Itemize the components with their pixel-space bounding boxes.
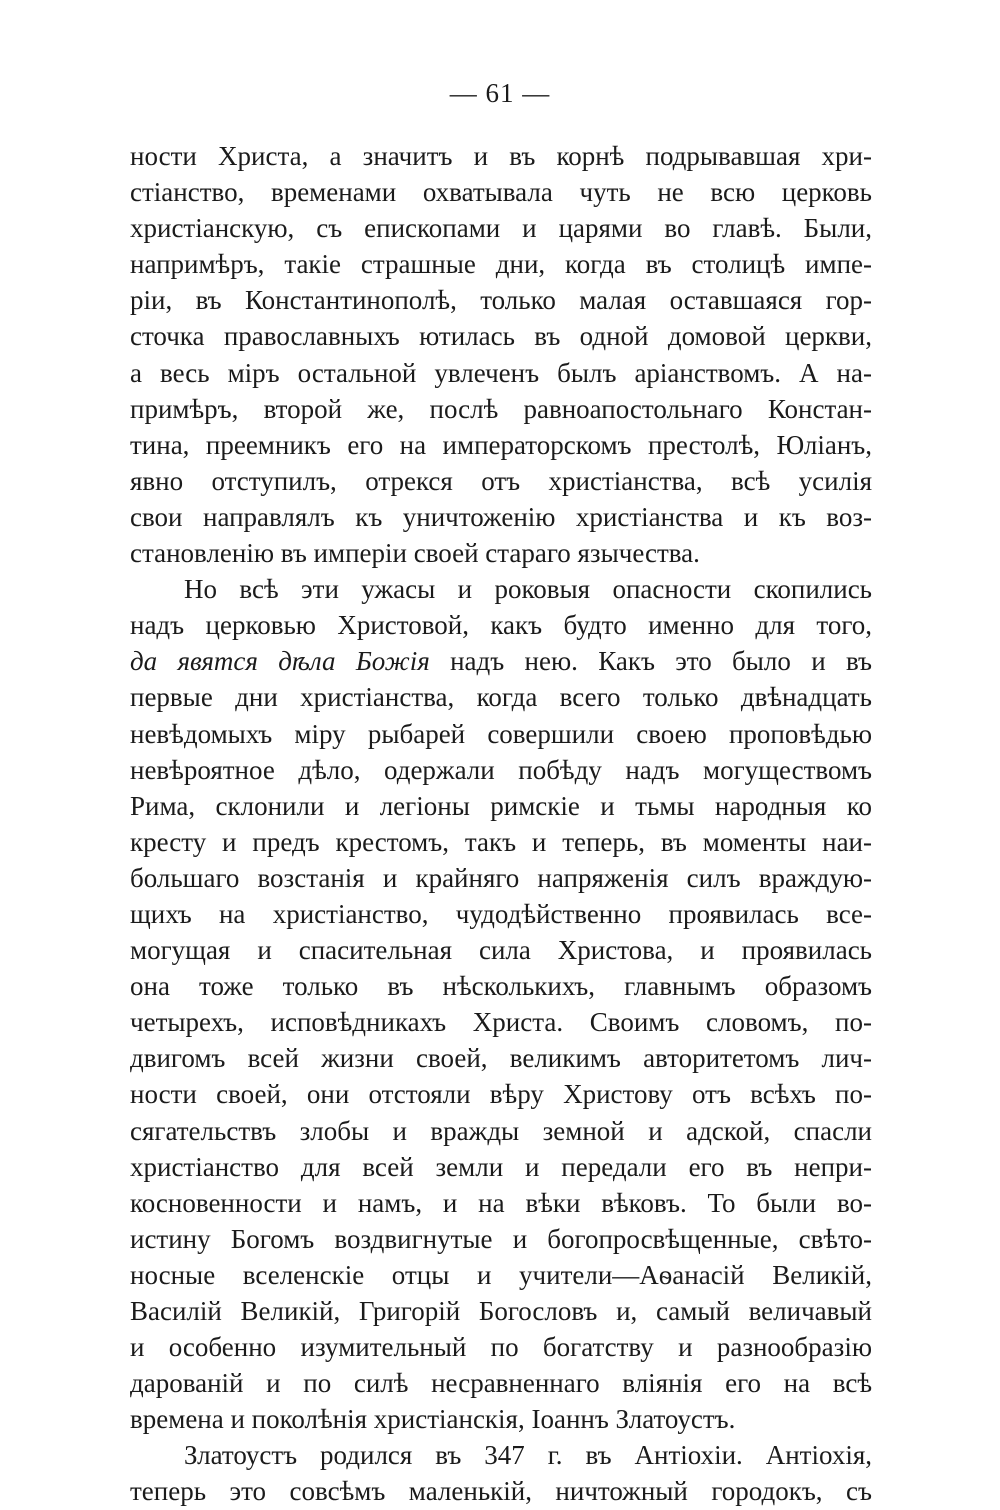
page-number: — 61 — [449, 78, 551, 108]
text-line: невѣроятное дѣло, одержали побѣду надъ могуществомъ [130, 754, 872, 785]
text-line: Но всѣ эти ужасы и роковыя опасности скопились [184, 574, 872, 605]
text-line: двигомъ всей жизни своей, великимъ авторитетомъ лич- [130, 1043, 872, 1074]
text-line: Златоустъ родился въ 347 г. въ Антіохіи. Антіохія, [184, 1440, 872, 1471]
body-text [130, 138, 872, 1510]
text-line: надъ церковью Христовой, какъ будто именно для того, [130, 610, 872, 641]
text-line: времена и поколѣнія христіанскія, Іоаннъ Златоустъ. [130, 1404, 736, 1435]
text-line: носные вселенскіе отцы и учители—Аѳанасій Великій, [130, 1259, 872, 1290]
text-line: свои направлялъ къ уничтоженію христіанства и къ воз- [130, 501, 872, 532]
text-line: сточка православныхъ ютилась въ одной домовой церкви, [130, 321, 872, 352]
text-line: тина, преемникъ его на императорскомъ престолѣ, Юліанъ, [130, 429, 872, 460]
text-line: напримѣръ, такіе страшные дни, когда въ столицѣ импе- [130, 249, 872, 280]
text-line: дарованій и по силѣ несравненнаго вліянія его на всѣ [130, 1368, 872, 1399]
text-line: косновенности и намъ, и на вѣки вѣковъ. То были во- [130, 1187, 872, 1218]
text-line: ріи, въ Константинополѣ, только малая оставшаяся гор- [130, 285, 872, 316]
text-line: и особенно изумительный по богатству и разнообразію [130, 1332, 872, 1363]
text-line: кресту и предъ крестомъ, такъ и теперь, въ моменты наи- [130, 826, 872, 857]
text-line: ности своей, они отстояли вѣру Христову отъ всѣхъ по- [130, 1079, 872, 1110]
text-line: щихъ на христіанство, чудодѣйственно проявилась все- [130, 898, 872, 929]
text-line: Василій Великій, Григорій Богословъ и, самый величавый [130, 1296, 872, 1326]
text-line: она тоже только въ нѣсколькихъ, главнымъ образомъ [130, 971, 872, 1002]
text-line: примѣръ, второй же, послѣ равноапостольнаго Констан- [130, 393, 872, 424]
text-line: большаго возстанія и крайняго напряженія силъ враждую- [130, 862, 872, 893]
text-line: невѣдомыхъ міру рыбарей совершили своею проповѣдью [130, 718, 872, 749]
text-line: становленію въ имперіи своей стараго язычества. [130, 538, 700, 569]
text-line: первые дни христіанства, когда всего только двѣнадцать [130, 682, 872, 713]
text-fragment: надъ нею. Какъ это было и въ [450, 646, 872, 677]
text-line: истину Богомъ воздвигнутые и богопросвѣщенные, свѣто- [130, 1223, 872, 1254]
scripture-quote: да явятся дѣла Божія [130, 646, 430, 677]
text-line: четырехъ, исповѣдникахъ Христа. Своимъ словомъ, по- [130, 1007, 872, 1038]
text-line: христіанскую, съ епископами и царями во главѣ. Были, [130, 213, 872, 244]
text-line: христіанство для всей земли и передали его въ непри- [130, 1151, 872, 1182]
text-line: Рима, склонили и легіоны римскіе и тьмы народныя ко [130, 790, 872, 821]
text-line: теперь это совсѣмъ маленькій, ничтожный городокъ, съ [130, 1476, 872, 1507]
text-line: сягательствъ злобы и вражды земной и адской, спасли [130, 1115, 872, 1146]
text-line: явно отступилъ, отрекся отъ христіанства, всѣ усилія [130, 465, 872, 496]
text-line: могущая и спасительная сила Христова, и проявилась [130, 935, 872, 966]
text-line: стіанство, временами охватывала чуть не всю церковь [130, 177, 872, 208]
text-line: ности Христа, а значитъ и въ корнѣ подрывавшая хри- [130, 141, 872, 171]
text-line: а весь міръ остальной увлеченъ былъ аріанствомъ. А на- [130, 357, 872, 388]
text-line-mixed [130, 643, 872, 679]
